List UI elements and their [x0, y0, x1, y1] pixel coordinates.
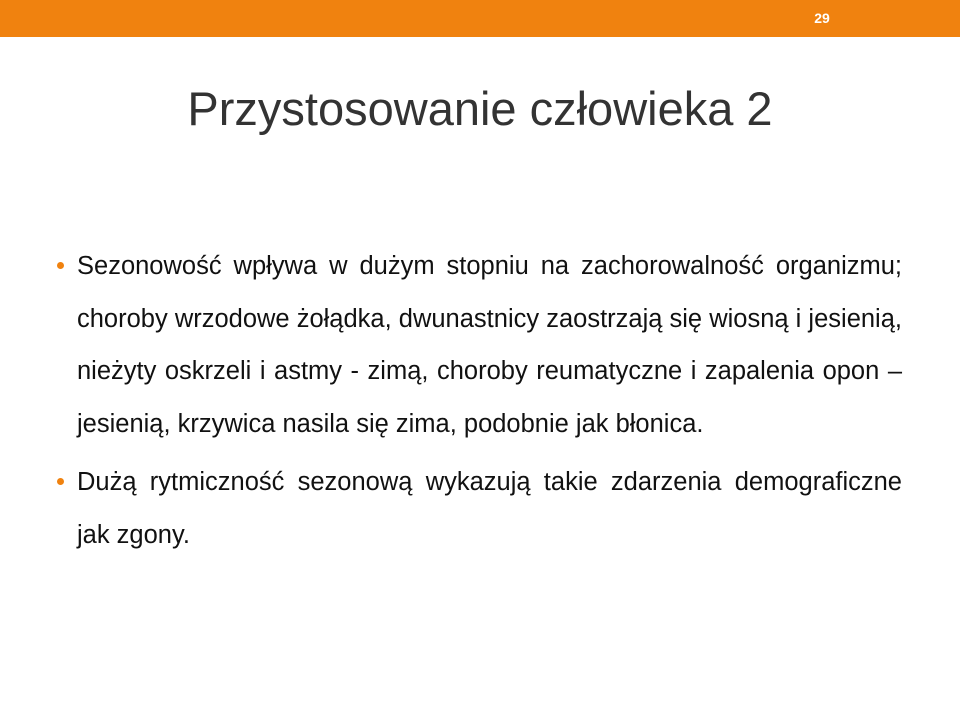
- bullet-dot-icon: [57, 478, 64, 485]
- bullet-item: [56, 240, 902, 450]
- bullet-text: Dużą rytmiczność sezonową wykazują takie zdarzenia demograficzne jak zgony.: [77, 468, 902, 549]
- bullet-item: [56, 456, 902, 561]
- bullet-dot-icon: [57, 262, 64, 269]
- bullet-list: [56, 240, 902, 567]
- slide-number: 29: [814, 10, 830, 26]
- slide-title: Przystosowanie człowieka 2: [187, 82, 773, 135]
- bullet-text: Sezonowość wpływa w dużym stopniu na zachorowalność organizmu; choroby wrzodowe żołądka, dwunastnicy zaostrzają się wiosną i jesienią, nieżyty oskrzeli i astmy - zimą, choroby reumatyczne i zapalenia opon – jesienią, krzywica nasila się zima, podobnie jak błonica.: [77, 252, 902, 438]
- header-bar: [0, 0, 960, 37]
